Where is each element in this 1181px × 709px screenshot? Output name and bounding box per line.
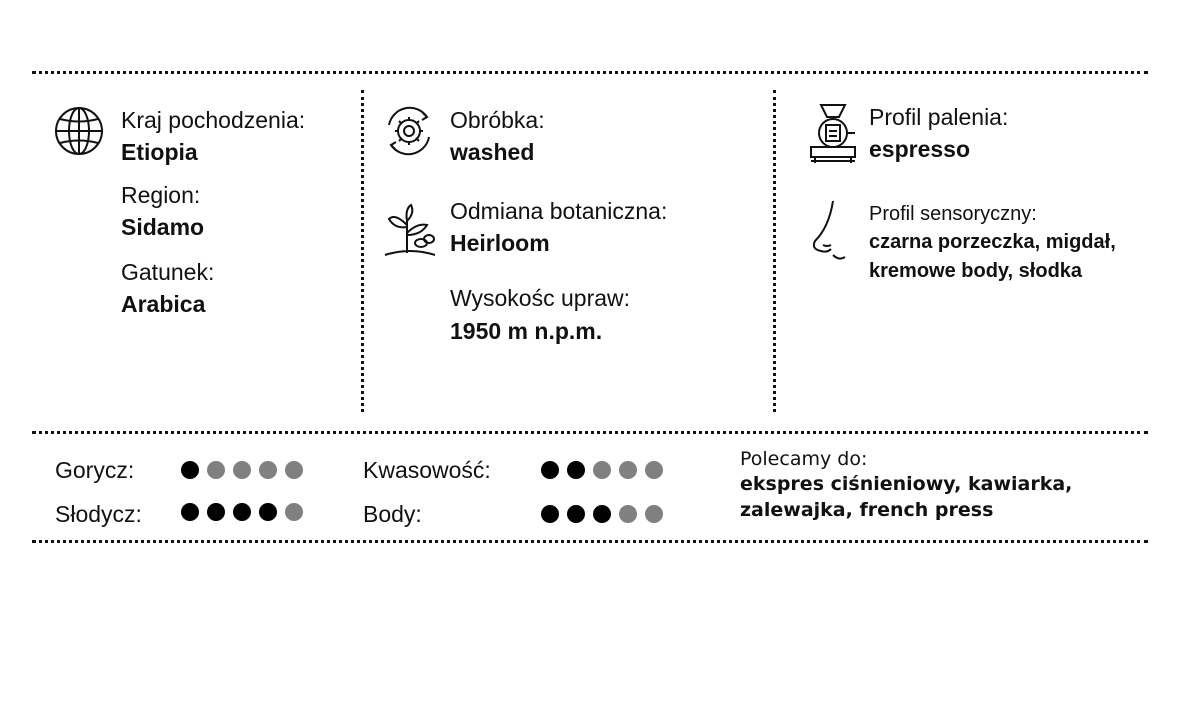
processing-value: washed bbox=[450, 139, 535, 165]
coffee-roaster-icon bbox=[809, 103, 857, 165]
rating-dots-bitterness bbox=[181, 461, 303, 479]
rating-label-body: Body: bbox=[363, 501, 422, 527]
column-divider-2 bbox=[773, 90, 776, 412]
rating-dot-empty bbox=[285, 503, 303, 521]
rating-dot-filled bbox=[207, 503, 225, 521]
processing-label: Obróbka: bbox=[450, 107, 545, 133]
roast-value: espresso bbox=[869, 136, 971, 162]
rating-dot-empty bbox=[645, 505, 663, 523]
origin-label: Kraj pochodzenia: bbox=[121, 107, 306, 133]
recommend-value: ekspres ciśnieniowy, kawiarka, zalewajka, french press bbox=[740, 473, 1073, 521]
plant-sprout-icon bbox=[383, 203, 437, 259]
rating-dot-empty bbox=[619, 505, 637, 523]
globe-icon bbox=[54, 106, 104, 156]
origin-value: Etiopia bbox=[121, 139, 198, 165]
sensory-label: Profil sensoryczny: bbox=[869, 203, 1037, 225]
region-label: Region: bbox=[121, 182, 201, 208]
variety-label: Odmiana botaniczna: bbox=[450, 198, 668, 224]
rating-dot-filled bbox=[541, 461, 559, 479]
rating-label-acidity: Kwasowość: bbox=[363, 457, 491, 483]
altitude-value: 1950 m n.p.m. bbox=[450, 318, 603, 344]
rating-dot-empty bbox=[233, 461, 251, 479]
rating-dot-filled bbox=[181, 503, 199, 521]
gear-cycle-icon bbox=[383, 105, 435, 157]
column-divider-1 bbox=[361, 90, 364, 412]
rating-dot-filled bbox=[233, 503, 251, 521]
altitude-label: Wysokośc upraw: bbox=[450, 285, 631, 311]
sensory-value: czarna porzeczka, migdał, kremowe body, słodka bbox=[869, 231, 1116, 282]
region-value: Sidamo bbox=[121, 214, 205, 240]
middle-divider bbox=[32, 431, 1148, 434]
rating-dot-empty bbox=[285, 461, 303, 479]
species-value: Arabica bbox=[121, 291, 206, 317]
rating-dot-filled bbox=[593, 505, 611, 523]
rating-dot-filled bbox=[181, 461, 199, 479]
variety-value: Heirloom bbox=[450, 230, 550, 256]
rating-dots-body bbox=[541, 505, 663, 523]
recommend-label: Polecamy do: bbox=[740, 448, 868, 470]
rating-dot-empty bbox=[619, 461, 637, 479]
nose-icon bbox=[809, 199, 851, 267]
rating-dot-empty bbox=[593, 461, 611, 479]
rating-dot-filled bbox=[567, 461, 585, 479]
bottom-divider bbox=[32, 540, 1148, 543]
rating-dot-filled bbox=[541, 505, 559, 523]
rating-label-sweetness: Słodycz: bbox=[55, 501, 142, 527]
rating-dot-empty bbox=[207, 461, 225, 479]
top-divider bbox=[32, 71, 1148, 74]
rating-dot-filled bbox=[567, 505, 585, 523]
roast-label: Profil palenia: bbox=[869, 104, 1009, 130]
species-label: Gatunek: bbox=[121, 259, 215, 285]
rating-dot-filled bbox=[259, 503, 277, 521]
rating-dots-sweetness bbox=[181, 503, 303, 521]
rating-dots-acidity bbox=[541, 461, 663, 479]
rating-dot-empty bbox=[259, 461, 277, 479]
rating-dot-empty bbox=[645, 461, 663, 479]
rating-label-bitterness: Gorycz: bbox=[55, 457, 135, 483]
